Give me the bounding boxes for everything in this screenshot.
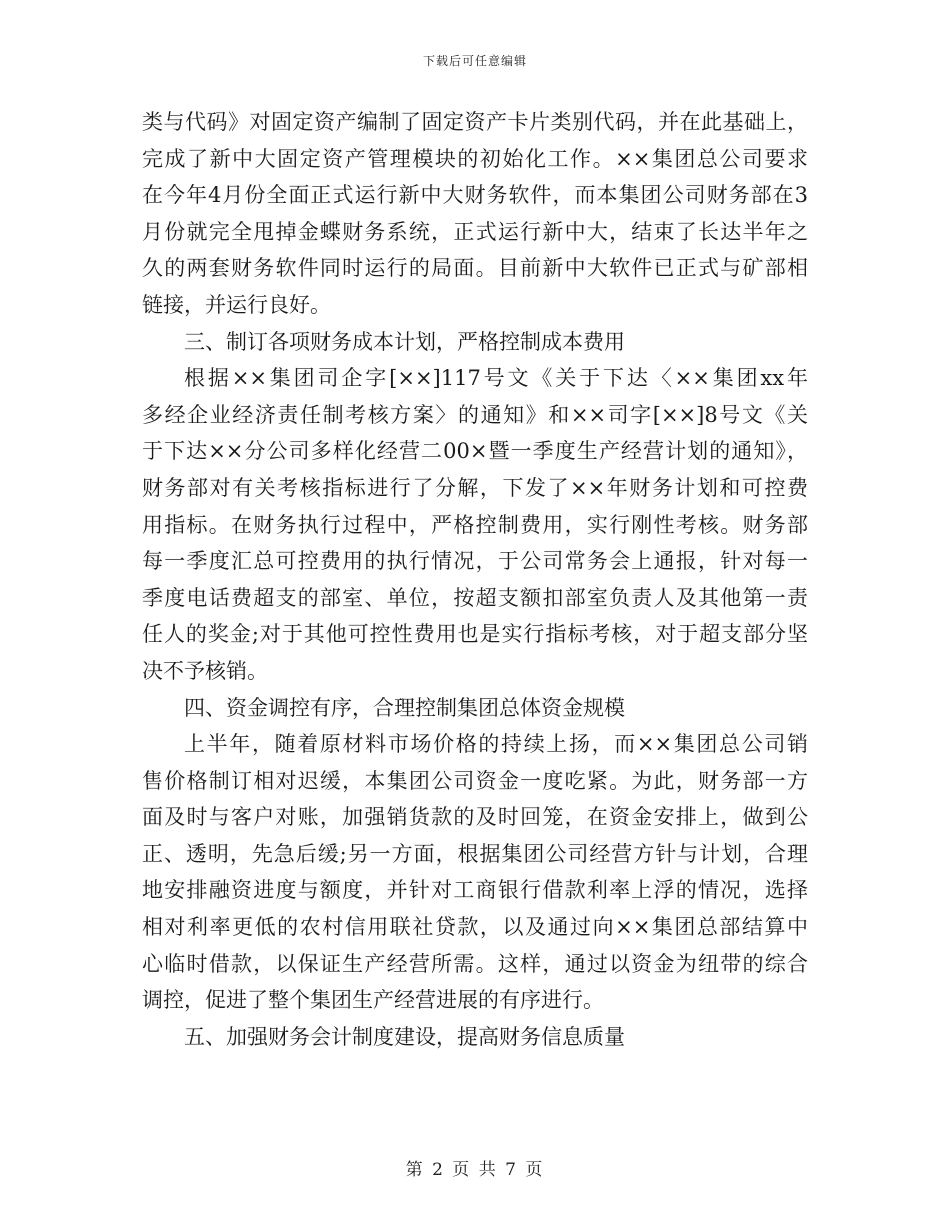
text-line: 链接，并运行良好。: [142, 292, 331, 317]
text-line: 售价格制订相对迟缓，本集团公司资金一度吃紧。为此，财务部一方: [142, 768, 808, 793]
text-line: 地安排融资进度与额度，并针对工商银行借款利率上浮的情况，选择: [142, 878, 808, 903]
text-line: 上半年，随着原材料市场价格的持续上扬，而××集团总公司销: [184, 732, 808, 757]
text-line: 相对利率更低的农村信用联社贷款，以及通过向××集团总部结算中: [142, 915, 808, 940]
section-heading-4: [142, 690, 808, 727]
text-line: 面及时与客户对账，加强销货款的及时回笼，在资金安排上，做到公: [142, 805, 808, 830]
section-heading-3: [142, 324, 808, 361]
text-line: 每一季度汇总可控费用的执行情况，于公司常务会上通报，针对每一: [142, 549, 808, 574]
text-line: 三、制订各项财务成本计划，严格控制成本费用: [184, 329, 625, 354]
text-line: 决不予核销。: [142, 658, 268, 683]
text-line: 多经企业经济责任制考核方案〉的通知》和××司字[××]8号文《关: [142, 402, 808, 427]
paragraph-funding: [142, 726, 808, 1019]
text-line: 类与代码》对固定资产编制了固定资产卡片类别代码，并在此基础上，: [142, 110, 808, 134]
page-header: 下载后可任意编辑: [422, 54, 527, 68]
text-line: 根据××集团司企字[××]117号文《关于下达〈××集团xx年: [184, 366, 808, 391]
text-line: 完成了新中大固定资产管理模块的初始化工作。××集团总公司要求: [142, 146, 808, 171]
text-line: 在今年4月份全面正式运行新中大财务软件，而本集团公司财务部在3: [142, 183, 808, 208]
text-line: 久的两套财务软件同时运行的局面。目前新中大软件已正式与矿部相: [142, 256, 808, 281]
document-body: [142, 104, 808, 1055]
text-line: 调控，促进了整个集团生产经营进展的有序进行。: [142, 988, 604, 1013]
text-line: 财务部对有关考核指标进行了分解，下发了××年财务计划和可控费: [142, 475, 808, 500]
page-footer: 第 2 页 共 7 页: [405, 1160, 545, 1180]
section-heading-5: [142, 1019, 808, 1056]
text-line: 五、加强财务会计制度建设，提高财务信息质量: [184, 1024, 625, 1049]
text-line: 用指标。在财务执行过程中，严格控制费用，实行刚性考核。财务部: [142, 512, 808, 537]
text-line: 心临时借款，以保证生产经营所需。这样，通过以资金为纽带的综合: [142, 951, 808, 976]
text-line: 四、资金调控有序，合理控制集团总体资金规模: [184, 695, 625, 720]
paragraph-cost-control: [142, 360, 808, 689]
text-line: 季度电话费超支的部室、单位，按超支额扣部室负责人及其他第一责: [142, 585, 808, 610]
text-line: 于下达××分公司多样化经营二00×暨一季度生产经营计划的通知》，: [142, 439, 808, 464]
text-line: 任人的奖金;对于其他可控性费用也是实行指标考核，对于超支部分坚: [142, 622, 808, 647]
text-line: 月份就完全甩掉金蝶财务系统，正式运行新中大，结束了长达半年之: [142, 219, 808, 244]
paragraph-continuation: [142, 104, 808, 324]
text-line: 正、透明，先急后缓;另一方面，根据集团公司经营方针与计划，合理: [142, 841, 808, 866]
